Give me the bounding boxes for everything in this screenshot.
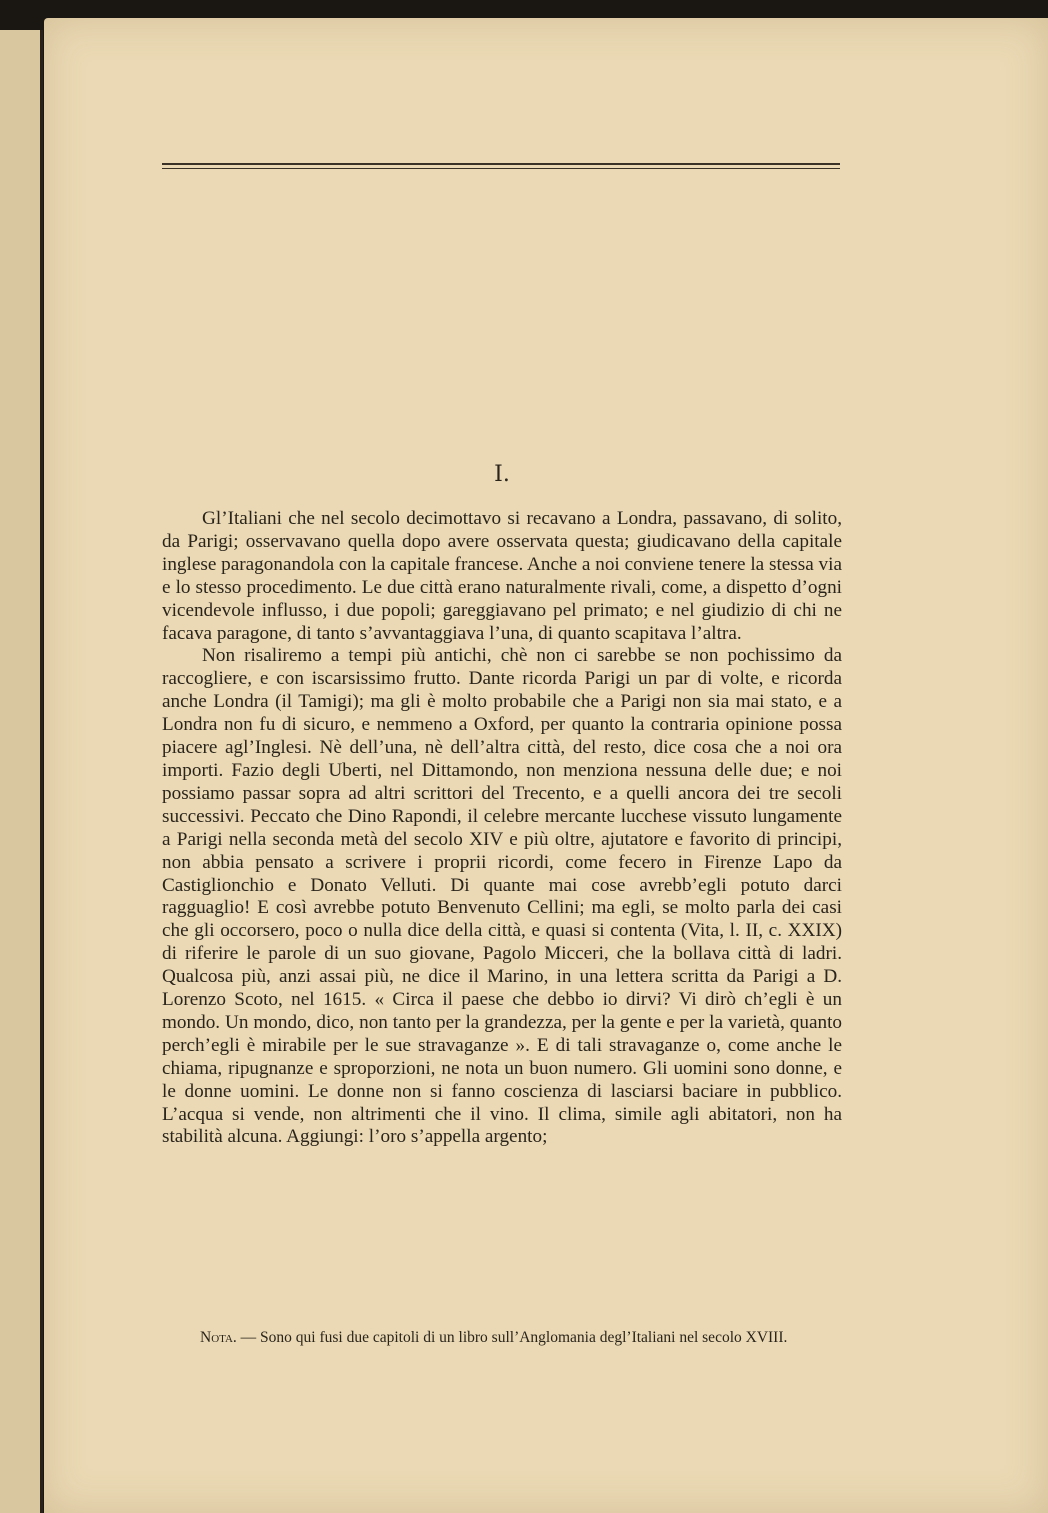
footnote-label: Nota. xyxy=(200,1329,237,1346)
header-rule xyxy=(162,163,840,165)
footnote xyxy=(162,1328,842,1348)
footnote-text: — Sono qui fusi due capitoli di un libro sull’Anglomania degl’Italiani nel secolo XVIII. xyxy=(236,1329,788,1346)
chapter-number: I. xyxy=(494,462,510,487)
paragraph-2: Non risaliremo a tempi più antichi, chè non ci sarebbe se non pochissimo da raccogliere, e con iscarsissimo frutto. Dante ricorda Parigi un par di volte, e ricorda anche Londra (il Tamigi); ma gli è molto probabile che a Parigi non sia mai stato, e a Londra non fu di sicuro, e nemmeno a Oxford, per quanto la contraria opinione possa piacere agl’Inglesi. Nè dell’una, nè dell’altra città, del resto, dice cosa che a noi ora importi. Fazio degli Uberti, nel Dittamondo, non menziona nessuna delle due; e noi possiamo passar sopra ad altri scrittori del Trecento, e a quelli ancora dei tre secoli successivi. Peccato che Dino Rapondi, il celebre mercante lucchese vissuto lungamente a Parigi nella seconda metà del secolo XIV e più oltre, ajutatore e favorito di principi, non abbia pensato a scrivere i proprii ricordi, come fecero in Firenze Lapo da Castiglionchio e Donato Velluti. Di quante mai cose avrebb’egli potuto darci ragguaglio! E così avrebbe potuto Benvenuto Cellini; ma egli, se molto parla dei casi che gli occorsero, poco o nulla dice della città, e quasi si contenta (Vita, l. II, c. XXIX) di riferire le parole di un suo giovane, Pagolo Micceri, che la bollava città di ladri. Qualcosa più, anzi assai più, ne dice il Marino, in una lettera scritta da Parigi a D. Lorenzo Scoto, nel 1615. « Circa il paese che debbo io dirvi? Vi dirò ch’egli è un mondo. Un mondo, dico, non tanto per la grandezza, per la gente e per la varietà, quanto perch’egli è mirabile per le sue stravaganze ». E di tali stravaganze o, come anche le chiama, ripugnanze e sproporzioni, ne nota un buon numero. Gli uomini sono donne, e le donne uomini. Le donne non si fanno coscienza di lasciarsi baciare in pubblico. L’acqua si vende, non altrimenti che il vino. Il clima, simile agli abitatori, non ha stabilità alcuna. Aggiungi: l’oro s’appella argento; xyxy=(162,645,842,1148)
header-rule-thin xyxy=(162,168,840,169)
previous-page-edge xyxy=(0,30,43,1513)
paragraph-1: Gl’Italiani che nel secolo decimottavo si recavano a Londra, passavano, di solito, da Parigi; osservavano quella dopo avere osservata questa; giudicavano della capitale inglese paragonandola con la capitale francese. Anche a noi conviene tenere la stessa via e lo stesso procedimento. Le due città erano naturalmente rivali, come, a dispetto d’ogni vicendevole influsso, i due popoli; gareggiavano pel primato; e nel giudizio di chi ne facava paragone, di tanto s’avvantaggiava l’una, di quanto scapitava l’altra. xyxy=(162,508,842,644)
body-text xyxy=(162,508,842,1149)
book-page xyxy=(44,18,1048,1513)
